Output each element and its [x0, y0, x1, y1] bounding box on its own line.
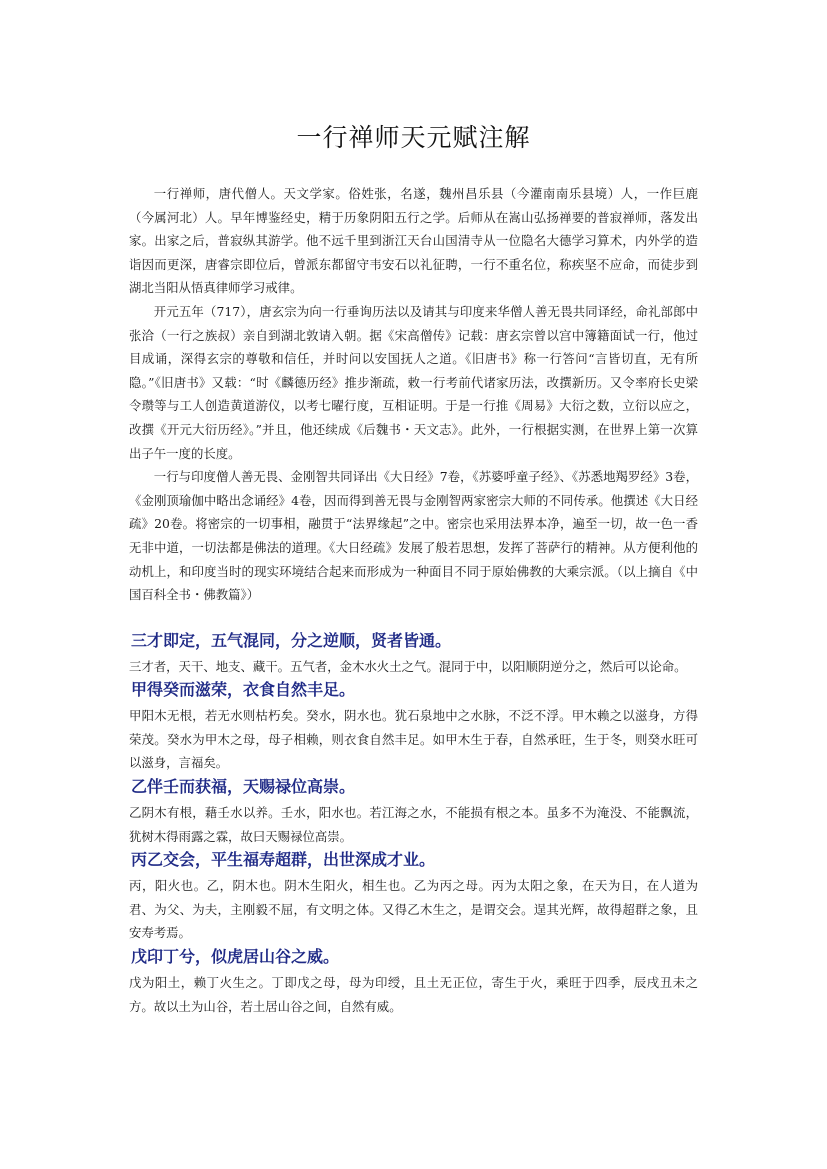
verse-section [129, 775, 698, 848]
verse-commentary: 乙阴木有根，藉壬水以养。壬水，阳水也。若江海之水，不能损有根之本。虽多不为淹没、不能飘流，犹树木得雨露之霖，故曰天赐禄位高崇。 [129, 805, 698, 844]
intro-paragraph: 一行禅师，唐代僧人。天文学家。俗姓张，名遂，魏州昌乐县（今灌南南乐县境）人，一作巨鹿（今属河北）人。早年博鉴经史，精于历象阴阳五行之学。后师从在嵩山弘扬禅要的普寂禅师，落发出家。出家之后，普寂纵其游学。他不远千里到浙江天台山国清寺从一位隐名大德学习算术，内外学的造诣因而更深，唐睿宗即位后，曾派东都留守韦安石以礼征聘，一行不重名位，称疾坚不应命，而徒步到湖北当阳从悟真律师学习戒律。 [129, 186, 698, 296]
verse-heading: 甲得癸而滋荣，衣食自然丰足。 [131, 680, 356, 700]
document-title: 一行禅师天元赋注解 [296, 123, 531, 152]
intro-paragraph: 开元五年（717），唐玄宗为向一行垂询历法以及请其与印度来华僧人善无畏共同译经，命礼部郎中张洽（一行之族叔）亲自到湖北敦请入朝。据《宋高僧传》记载：唐玄宗曾以宫中簿籍面试一行，他过目成诵，深得玄宗的尊敬和信任，并时问以安国抚人之道。《旧唐书》称一行答问“言皆切直，无有所隐。”《旧唐书》又载：“时《麟德历经》推步渐疏，敕一行考前代诸家历法，改撰新历。又令率府长史梁令瓒等与工人创造黄道游仪，以考七曜行度，互相证明。于是一行推《周易》大衍之数，立衍以应之，改撰《开元大衍历经》。”并且，他还续成《后魏书・天文志》。此外，一行根据实测，在世界上第一次算出子午一度的长度。 [129, 303, 698, 461]
verse-section [129, 629, 698, 679]
verse-heading: 丙乙交会，平生福寿超群，出世深成才业。 [131, 850, 436, 870]
intro-section [129, 182, 698, 607]
verse-heading: 乙伴壬而获福，天赐禄位高崇。 [131, 777, 356, 797]
intro-paragraph: 一行与印度僧人善无畏、金刚智共同译出《大日经》7卷，《苏婆呼童子经》、《苏悉地羯罗经》3卷，《金刚顶瑜伽中略出念诵经》4卷，因而得到善无畏与金刚智两家密宗大师的不同传承。他撰述《大日经疏》20卷。将密宗的一切事相，融贯于“法界缘起”之中。密宗也采用法界本净，遍至一切，故一色一香无非中道，一切法都是佛法的道理。《大日经疏》发展了般若思想，发挥了菩萨行的精神。从方便利他的动机上，和印度当时的现实环境结合起来而形成为一种面目不同于原始佛教的大乘宗派。（以上摘自《中国百科全书・佛教篇》） [129, 469, 698, 603]
verse-heading: 三才即定，五气混同，分之逆顺，贤者皆通。 [131, 630, 452, 650]
verse-commentary: 三才者，天干、地支、藏干。五气者，金木水火土之气。混同于中，以阳顺阴逆分之，然后可以论命。 [129, 658, 687, 674]
verse-commentary: 戊为阳土，赖丁火生之。丁即戊之母，母为印绶，且土无正位，寄生于火，乘旺于四季，辰戌丑未之方。故以土为山谷，若土居山谷之间，自然有威。 [129, 975, 698, 1014]
verse-section [129, 848, 698, 945]
verse-commentary: 丙，阳火也。乙，阴木也。阴木生阳火，相生也。乙为丙之母。丙为太阳之象，在天为日，在人道为君、为父、为夫，主刚毅不屈，有文明之体。又得乙木生之，是谓交会。逞其光辉，故得超群之象，且安寿考焉。 [129, 878, 698, 941]
verse-section [129, 945, 698, 1018]
verse-commentary: 甲阳木无根，若无水则枯朽矣。癸水，阴水也。犹石泉地中之水脉，不泛不浮。甲木赖之以滋身，方得荣茂。癸水为甲木之母，母子相赖，则衣食自然丰足。如甲木生于春，自然承旺，生于冬，则癸水旺可以滋身，言福矣。 [129, 708, 698, 771]
verse-section [129, 678, 698, 775]
verse-heading: 戊印丁兮，似虎居山谷之威。 [131, 947, 340, 967]
